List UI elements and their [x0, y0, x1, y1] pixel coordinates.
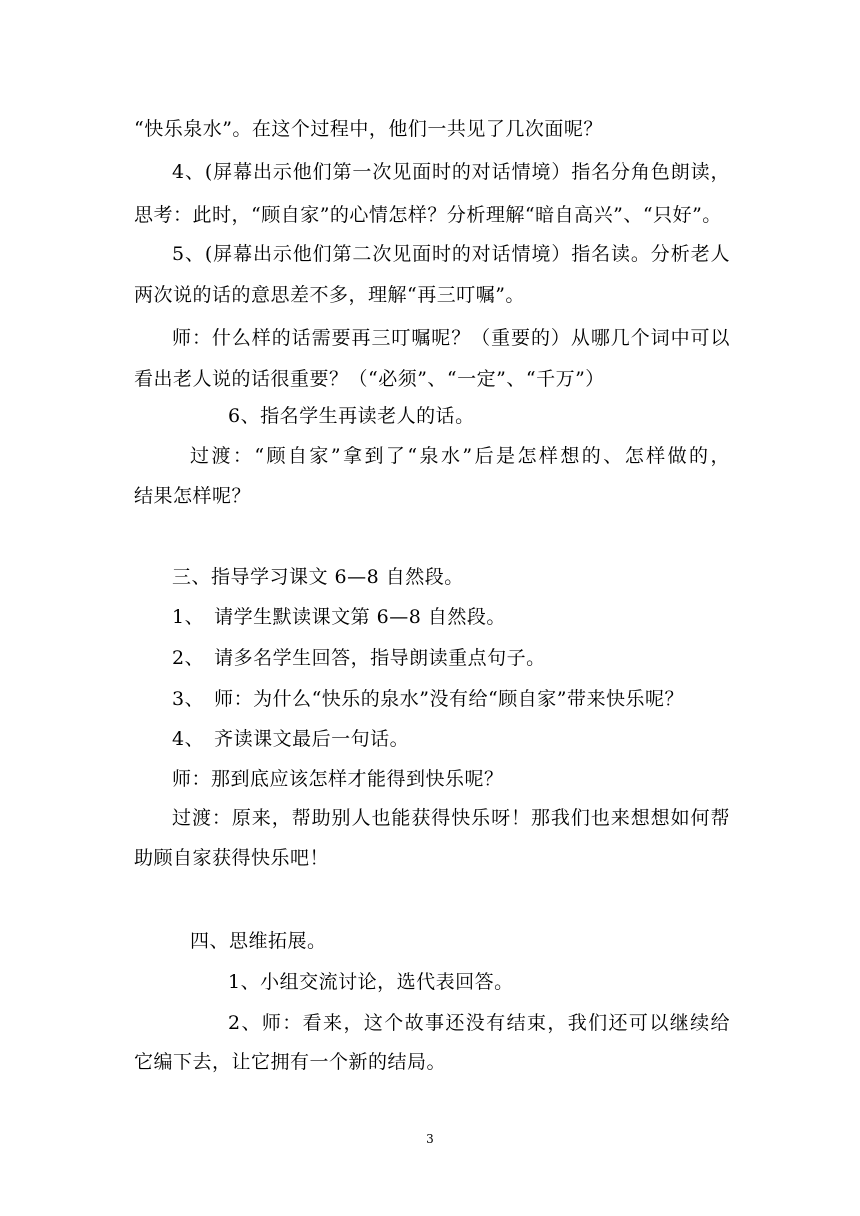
paragraph-line: 过渡：“顾自家”拿到了“泉水”后是怎样想的、怎样做的， — [190, 445, 730, 467]
list-item: 3、 师：为什么“快乐的泉水”没有给“顾自家”带来快乐呢？ — [172, 688, 684, 710]
paragraph-line: 师：那到底应该怎样才能得到快乐呢？ — [172, 768, 504, 790]
paragraph-line: 4、(屏幕出示他们第一次见面时的对话情境）指名分角色朗读， — [172, 161, 730, 183]
paragraph-line: 6、指名学生再读老人的话。 — [228, 405, 475, 427]
paragraph-line: 思考：此时，“顾自家”的心情怎样？分析理解“暗自高兴”、“只好”。 — [134, 204, 722, 226]
paragraph-line: 两次说的话的意思差不多，理解“再三叮嘱”。 — [134, 284, 525, 306]
list-item: 4、 齐读课文最后一句话。 — [172, 728, 410, 750]
paragraph-line: 看出老人说的话很重要？（“必须”、“一定”、“千万”） — [134, 368, 605, 390]
list-item: 2、 请多名学生回答，指导朗读重点句子。 — [172, 647, 546, 669]
paragraph-line: 它编下去，让它拥有一个新的结局。 — [134, 1051, 447, 1073]
paragraph-line: “快乐泉水”。在这个过程中，他们一共见了几次面呢？ — [134, 118, 603, 140]
section-heading: 四、思维拓展。 — [190, 930, 327, 952]
paragraph-line: 2、师：看来，这个故事还没有结束，我们还可以继续给 — [228, 1012, 730, 1034]
paragraph-line: 1、小组交流讨论，选代表回答。 — [228, 971, 514, 993]
list-item: 1、 请学生默读课文第 6—8 自然段。 — [172, 606, 506, 628]
paragraph-line: 师：什么样的话需要再三叮嘱呢？（重要的）从哪几个词中可以 — [172, 327, 730, 349]
paragraph-line: 5、(屏幕出示他们第二次见面时的对话情境）指名读。分析老人 — [172, 243, 730, 265]
paragraph-line: 过渡：原来，帮助别人也能获得快乐呀！那我们也来想想如何帮 — [172, 807, 730, 829]
section-heading: 三、指导学习课文 6—8 自然段。 — [172, 566, 464, 588]
paragraph-line: 助顾自家获得快乐吧！ — [134, 847, 330, 869]
page-number: 3 — [426, 1132, 434, 1146]
paragraph-line: 结果怎样呢？ — [134, 485, 252, 507]
